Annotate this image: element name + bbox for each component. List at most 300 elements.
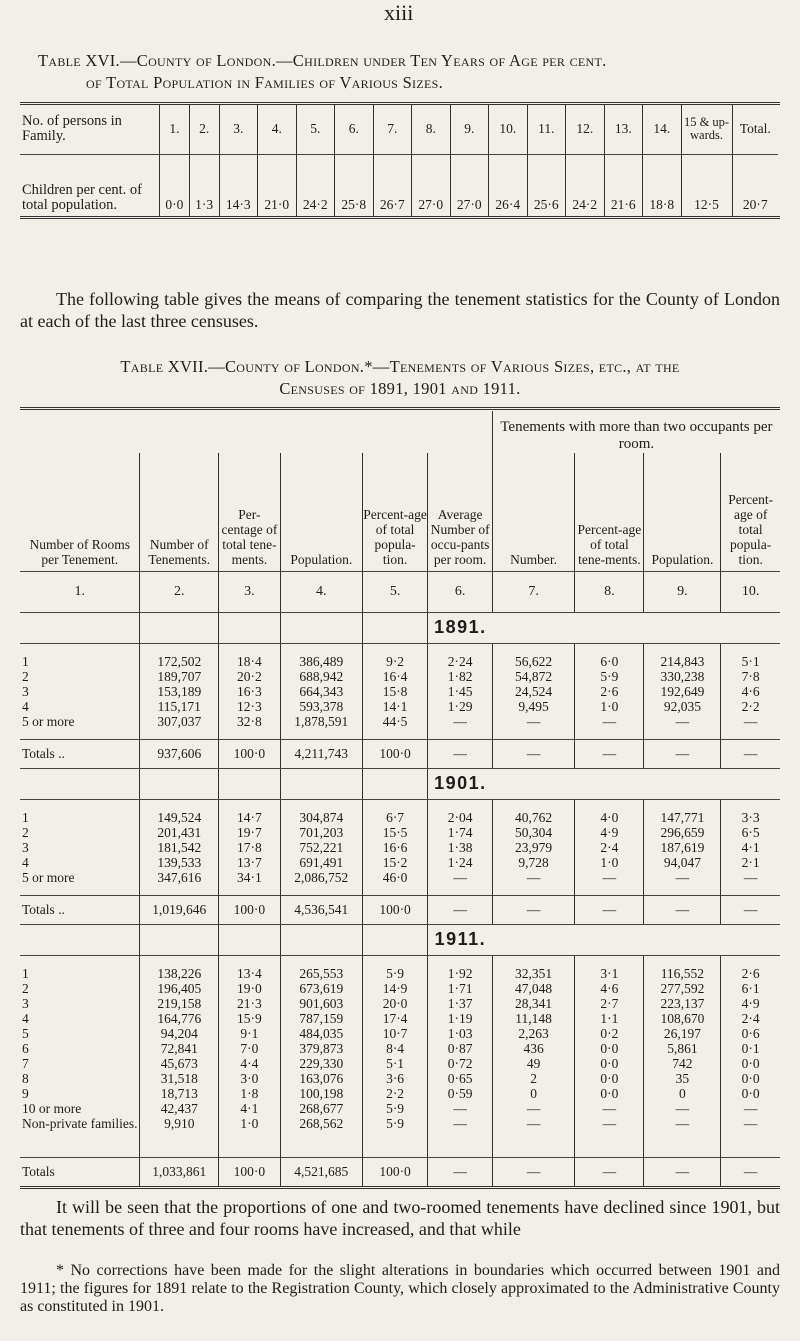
table-row: [20, 1101, 780, 1116]
row-label: 4: [22, 854, 29, 870]
table-cell: 8·4: [362, 1041, 428, 1056]
table-cell: 2·2: [721, 699, 780, 714]
table16-value: 25·8: [335, 155, 374, 218]
column-number: 6.: [428, 571, 492, 612]
table-cell: 50,304: [492, 825, 575, 840]
table16-col-head: 4.: [258, 104, 297, 155]
table-cell: 7·8: [721, 669, 780, 684]
table-cell: 2,263: [492, 1026, 575, 1041]
table-cell: 21·3: [219, 996, 281, 1011]
table-cell: 164,776: [140, 1011, 219, 1026]
table-cell: 5·9: [362, 1101, 428, 1116]
table17-header-c2: Number of Tenements.: [140, 453, 219, 571]
table-cell: 379,873: [280, 1041, 362, 1056]
table-cell: 139,533: [140, 855, 219, 870]
spacer-cell: [492, 643, 575, 654]
table-cell: 9·2: [362, 654, 428, 669]
table-cell: 1·03: [428, 1026, 492, 1041]
spacer-cell: [575, 955, 644, 966]
table16-value: 26·4: [489, 155, 528, 218]
table-cell: 181,542: [140, 840, 219, 855]
table-cell: 4·1: [721, 840, 780, 855]
spacer-cell: [20, 955, 140, 966]
table-cell: —: [575, 1116, 644, 1131]
row-label: 3: [22, 839, 29, 855]
table16-col-head: 11.: [527, 104, 566, 155]
table-cell: 192,649: [644, 684, 721, 699]
year-blank: [644, 768, 721, 799]
table-cell: 330,238: [644, 669, 721, 684]
table-cell: 2·04: [428, 810, 492, 825]
spacer-cell: [20, 885, 140, 896]
totals-cell: —: [492, 1157, 575, 1186]
table-cell: 2·7: [575, 996, 644, 1011]
spacer-cell: [140, 729, 219, 740]
table-cell: 1·38: [428, 840, 492, 855]
table-cell: 3·3: [721, 810, 780, 825]
spacer-cell: [721, 955, 780, 966]
table-row: [20, 1026, 780, 1041]
year-blank: [575, 612, 644, 643]
spacer-cell: [644, 643, 721, 654]
table-cell: —: [428, 870, 492, 885]
table-cell: 28,341: [492, 996, 575, 1011]
table-cell: 1·0: [575, 699, 644, 714]
table-cell: 6·7: [362, 810, 428, 825]
table-row: [20, 1041, 780, 1056]
table-cell: 1·82: [428, 669, 492, 684]
table-cell: 14·1: [362, 699, 428, 714]
table-cell: —: [492, 1116, 575, 1131]
table-cell: 3·6: [362, 1071, 428, 1086]
table-cell: —: [428, 1101, 492, 1116]
column-number: 5.: [362, 571, 428, 612]
spacer-cell: [140, 799, 219, 810]
table-cell: 2·24: [428, 654, 492, 669]
table-cell: 46·0: [362, 870, 428, 885]
table17-bottom-rule: [20, 1186, 780, 1189]
conclusion-paragraph: [20, 1196, 780, 1240]
spacer-cell: [362, 799, 428, 810]
spacer-cell: [362, 1131, 428, 1158]
table-cell: —: [428, 1116, 492, 1131]
table16-col-head: 14.: [643, 104, 682, 155]
table17-group-header: Tenements with more than two occupants per room.: [492, 411, 780, 453]
totals-row: [20, 895, 780, 924]
table-cell: 6·0: [575, 654, 644, 669]
table-row: [20, 684, 780, 699]
spacer-cell: [428, 799, 492, 810]
table-cell: 1·8: [219, 1086, 281, 1101]
spacer-row: [20, 955, 780, 966]
table-cell: 4·6: [575, 981, 644, 996]
year-heading: 1891.: [428, 612, 492, 643]
table16-col-head: 2.: [189, 104, 219, 155]
year-row: [20, 612, 780, 643]
table-cell: 268,562: [280, 1116, 362, 1131]
spacer-cell: [219, 885, 281, 896]
table17-body: [20, 612, 780, 1186]
year-blank: [362, 612, 428, 643]
row-label: 2: [22, 824, 29, 840]
spacer-cell: [644, 955, 721, 966]
table-row: [20, 966, 780, 981]
totals-cell: —: [644, 1157, 721, 1186]
table16-value: 0·0: [160, 155, 190, 218]
table-cell: —: [721, 714, 780, 729]
table-cell: 34·1: [219, 870, 281, 885]
table-cell: 23,979: [492, 840, 575, 855]
table16-col-head: 15 & up-wards.: [681, 104, 732, 155]
table-cell: 94,047: [644, 855, 721, 870]
column-number: 3.: [219, 571, 281, 612]
totals-cell: —: [575, 1157, 644, 1186]
table-cell: 6·1: [721, 981, 780, 996]
table-cell: 307,037: [140, 714, 219, 729]
table16-col-head: 12.: [566, 104, 605, 155]
totals-cell: —: [428, 895, 492, 924]
year-blank: [219, 924, 281, 955]
table-cell: 0·59: [428, 1086, 492, 1101]
spacer-cell: [644, 729, 721, 740]
table17-header-c4: Population.: [280, 453, 362, 571]
table-cell: 2: [492, 1071, 575, 1086]
table-cell: 1·24: [428, 855, 492, 870]
table-cell: 108,670: [644, 1011, 721, 1026]
table16-row1-label: No. of persons in Family.: [20, 104, 160, 155]
spacer-cell: [721, 729, 780, 740]
table16-value: 12·5: [681, 155, 732, 218]
table-cell: 2·4: [721, 1011, 780, 1026]
spacer-cell: [492, 799, 575, 810]
table-cell: 196,405: [140, 981, 219, 996]
table16-value: 25·6: [527, 155, 566, 218]
table-cell: 0·0: [721, 1086, 780, 1101]
table17-column-numbers: [20, 571, 780, 612]
table16-value: 14·3: [219, 155, 258, 218]
spacer-cell: [362, 885, 428, 896]
table-row: [20, 654, 780, 669]
table-cell: 277,592: [644, 981, 721, 996]
table-cell: 16·3: [219, 684, 281, 699]
table16-col-head: 6.: [335, 104, 374, 155]
row-label: 8: [22, 1070, 29, 1086]
table-cell: 17·4: [362, 1011, 428, 1026]
year-blank: [20, 924, 140, 955]
table-row: [20, 1011, 780, 1026]
table-row: [20, 870, 780, 885]
table16-value: 21·6: [604, 155, 643, 218]
table16-bottom-rule: [20, 216, 780, 219]
table-cell: —: [721, 870, 780, 885]
table-cell: 0·87: [428, 1041, 492, 1056]
table-row: [20, 699, 780, 714]
table16-value: 26·7: [373, 155, 412, 218]
totals-cell: 1,033,861: [140, 1157, 219, 1186]
table16-col-head: 3.: [219, 104, 258, 155]
table-cell: 44·5: [362, 714, 428, 729]
year-blank: [492, 924, 575, 955]
spacer-cell: [20, 1131, 140, 1158]
table-cell: 5·9: [575, 669, 644, 684]
totals-cell: —: [644, 895, 721, 924]
year-blank: [20, 612, 140, 643]
column-number: 7.: [492, 571, 575, 612]
table-cell: 1·0: [219, 1116, 281, 1131]
spacer-cell: [280, 1131, 362, 1158]
table-row: [20, 714, 780, 729]
spacer-cell: [20, 643, 140, 654]
table17-header-c3: Per-centage of total tene-ments.: [219, 453, 281, 571]
spacer-cell: [280, 885, 362, 896]
table-cell: 14·7: [219, 810, 281, 825]
year-row: [20, 924, 780, 955]
table16-value: 24·2: [296, 155, 335, 218]
row-label: 3: [22, 683, 29, 699]
table-cell: 0·0: [721, 1071, 780, 1086]
table-cell: —: [644, 714, 721, 729]
intro-paragraph: [20, 288, 780, 332]
spacer-row: [20, 643, 780, 654]
table16-title: [38, 50, 778, 94]
table-row: [20, 1056, 780, 1071]
table17-header-c7: Number.: [492, 453, 575, 571]
table-cell: 1·0: [575, 855, 644, 870]
table-cell: 2·4: [575, 840, 644, 855]
table-row: [20, 669, 780, 684]
column-number: 4.: [280, 571, 362, 612]
table17-header-c6: Average Number of occu-pants per room.: [428, 453, 492, 571]
spacer-cell: [492, 955, 575, 966]
row-label: 3: [22, 995, 29, 1011]
year-blank: [492, 768, 575, 799]
table-cell: 347,616: [140, 870, 219, 885]
table-cell: 2·1: [721, 855, 780, 870]
totals-cell: 100·0: [362, 895, 428, 924]
table-cell: 6·5: [721, 825, 780, 840]
table-cell: 2,086,752: [280, 870, 362, 885]
table-cell: —: [492, 714, 575, 729]
table16-value: 27·0: [450, 155, 489, 218]
table-row: [20, 810, 780, 825]
table-cell: 0·2: [575, 1026, 644, 1041]
spacer-cell: [219, 955, 281, 966]
totals-cell: —: [492, 895, 575, 924]
table-cell: —: [492, 870, 575, 885]
footnote: [20, 1262, 780, 1316]
table-cell: 1·71: [428, 981, 492, 996]
year-blank: [20, 768, 140, 799]
table-cell: 901,603: [280, 996, 362, 1011]
spacer-cell: [362, 729, 428, 740]
spacer-cell: [428, 885, 492, 896]
row-label: 1: [22, 653, 29, 669]
spacer-cell: [140, 1131, 219, 1158]
totals-cell: 937,606: [140, 739, 219, 768]
spacer-cell: [219, 799, 281, 810]
table-cell: 5·1: [721, 654, 780, 669]
table-row: [20, 1116, 780, 1131]
year-blank: [280, 924, 362, 955]
table17-header-c9: Population.: [644, 453, 721, 571]
row-label: 2: [22, 668, 29, 684]
totals-cell: 4,521,685: [280, 1157, 362, 1186]
table-cell: 18,713: [140, 1086, 219, 1101]
spacer-row: [20, 885, 780, 896]
table-cell: 138,226: [140, 966, 219, 981]
table-cell: 0·65: [428, 1071, 492, 1086]
column-number: 1.: [20, 571, 140, 612]
table-cell: 2·2: [362, 1086, 428, 1101]
table-cell: 436: [492, 1041, 575, 1056]
table-cell: 5·9: [362, 1116, 428, 1131]
table16-col-head: 8.: [412, 104, 451, 155]
table-cell: 26,197: [644, 1026, 721, 1041]
table-cell: 742: [644, 1056, 721, 1071]
totals-cell: —: [575, 739, 644, 768]
table17: [20, 411, 780, 1187]
table16-row2-label: Children per cent. of total population.: [22, 182, 142, 213]
table-cell: 9,728: [492, 855, 575, 870]
table-cell: 201,431: [140, 825, 219, 840]
table-row: [20, 825, 780, 840]
spacer-cell: [644, 799, 721, 810]
spacer-row: [20, 1131, 780, 1158]
table-cell: 0·0: [721, 1056, 780, 1071]
year-heading: 1901.: [428, 768, 492, 799]
table-cell: 664,343: [280, 684, 362, 699]
table-cell: 100,198: [280, 1086, 362, 1101]
table-cell: 0·6: [721, 1026, 780, 1041]
table-cell: 0·0: [575, 1071, 644, 1086]
table-cell: 0·0: [575, 1086, 644, 1101]
table-cell: —: [644, 1116, 721, 1131]
spacer-cell: [492, 1131, 575, 1158]
table-cell: 7·0: [219, 1041, 281, 1056]
table-cell: 47,048: [492, 981, 575, 996]
table16: [20, 104, 778, 217]
totals-row: [20, 1157, 780, 1186]
table-cell: 2·6: [721, 966, 780, 981]
table-cell: 386,489: [280, 654, 362, 669]
table17-title-line2: Censuses of 1891, 1901 and 1911.: [279, 379, 521, 398]
table-cell: 4·9: [575, 825, 644, 840]
year-blank: [280, 768, 362, 799]
table-cell: 0: [492, 1086, 575, 1101]
table-cell: 35: [644, 1071, 721, 1086]
table-cell: 19·7: [219, 825, 281, 840]
table-cell: 0·0: [575, 1041, 644, 1056]
table-cell: 94,204: [140, 1026, 219, 1041]
table-cell: 0·0: [575, 1056, 644, 1071]
table-cell: 42,437: [140, 1101, 219, 1116]
table-cell: 12·3: [219, 699, 281, 714]
table-cell: 115,171: [140, 699, 219, 714]
table-row: [20, 1086, 780, 1101]
table-cell: 31,518: [140, 1071, 219, 1086]
table-cell: 4·1: [219, 1101, 281, 1116]
table16-value: 20·7: [732, 155, 778, 218]
spacer-cell: [140, 643, 219, 654]
page-number: xiii: [384, 0, 414, 25]
table-cell: 13·4: [219, 966, 281, 981]
table16-value: 21·0: [258, 155, 297, 218]
table-cell: 32·8: [219, 714, 281, 729]
row-label: 7: [22, 1055, 29, 1071]
table-cell: 15·5: [362, 825, 428, 840]
table-row: [20, 840, 780, 855]
table-cell: 3·1: [575, 966, 644, 981]
table16-col-head: 1.: [160, 104, 190, 155]
totals-cell: 100·0: [219, 739, 281, 768]
table-cell: 13·7: [219, 855, 281, 870]
table16-col-head: 9.: [450, 104, 489, 155]
totals-cell: —: [428, 739, 492, 768]
year-blank: [362, 924, 428, 955]
table-cell: 1·19: [428, 1011, 492, 1026]
table-cell: 49: [492, 1056, 575, 1071]
spacer-cell: [575, 729, 644, 740]
table-cell: 15·2: [362, 855, 428, 870]
year-blank: [575, 924, 644, 955]
totals-cell: —: [644, 739, 721, 768]
spacer-cell: [362, 955, 428, 966]
table16-col-head: 7.: [373, 104, 412, 155]
table-cell: 1·74: [428, 825, 492, 840]
table-cell: 172,502: [140, 654, 219, 669]
table-cell: 691,491: [280, 855, 362, 870]
spacer-cell: [721, 799, 780, 810]
row-label: 2: [22, 980, 29, 996]
spacer-cell: [644, 885, 721, 896]
table-cell: 214,843: [644, 654, 721, 669]
column-number: 8.: [575, 571, 644, 612]
totals-cell: 1,019,646: [140, 895, 219, 924]
totals-label: Totals ..: [20, 739, 140, 768]
table-cell: 593,378: [280, 699, 362, 714]
row-label: 5 or more: [22, 869, 75, 885]
spacer-row: [20, 799, 780, 810]
spacer-cell: [575, 885, 644, 896]
table-cell: 9·1: [219, 1026, 281, 1041]
table-cell: 17·8: [219, 840, 281, 855]
table-cell: 4·4: [219, 1056, 281, 1071]
table-cell: 16·4: [362, 669, 428, 684]
table-row: [20, 1071, 780, 1086]
spacer-cell: [721, 1131, 780, 1158]
table-cell: 0·1: [721, 1041, 780, 1056]
totals-cell: 100·0: [219, 895, 281, 924]
table-cell: 265,553: [280, 966, 362, 981]
table-cell: 701,203: [280, 825, 362, 840]
table-cell: 4·0: [575, 810, 644, 825]
table-cell: 20·0: [362, 996, 428, 1011]
totals-cell: —: [721, 1157, 780, 1186]
spacer-cell: [280, 643, 362, 654]
row-label: 1: [22, 965, 29, 981]
totals-cell: 100·0: [362, 739, 428, 768]
spacer-cell: [20, 799, 140, 810]
spacer-cell: [428, 643, 492, 654]
table17-title-line1: Table XVII.—County of London.*—Tenements of Various Sizes, etc., at the: [120, 357, 680, 376]
table-cell: 72,841: [140, 1041, 219, 1056]
table-cell: 688,942: [280, 669, 362, 684]
spacer-cell: [280, 799, 362, 810]
table-cell: 18·4: [219, 654, 281, 669]
spacer-cell: [280, 729, 362, 740]
spacer-cell: [492, 885, 575, 896]
table-cell: 92,035: [644, 699, 721, 714]
